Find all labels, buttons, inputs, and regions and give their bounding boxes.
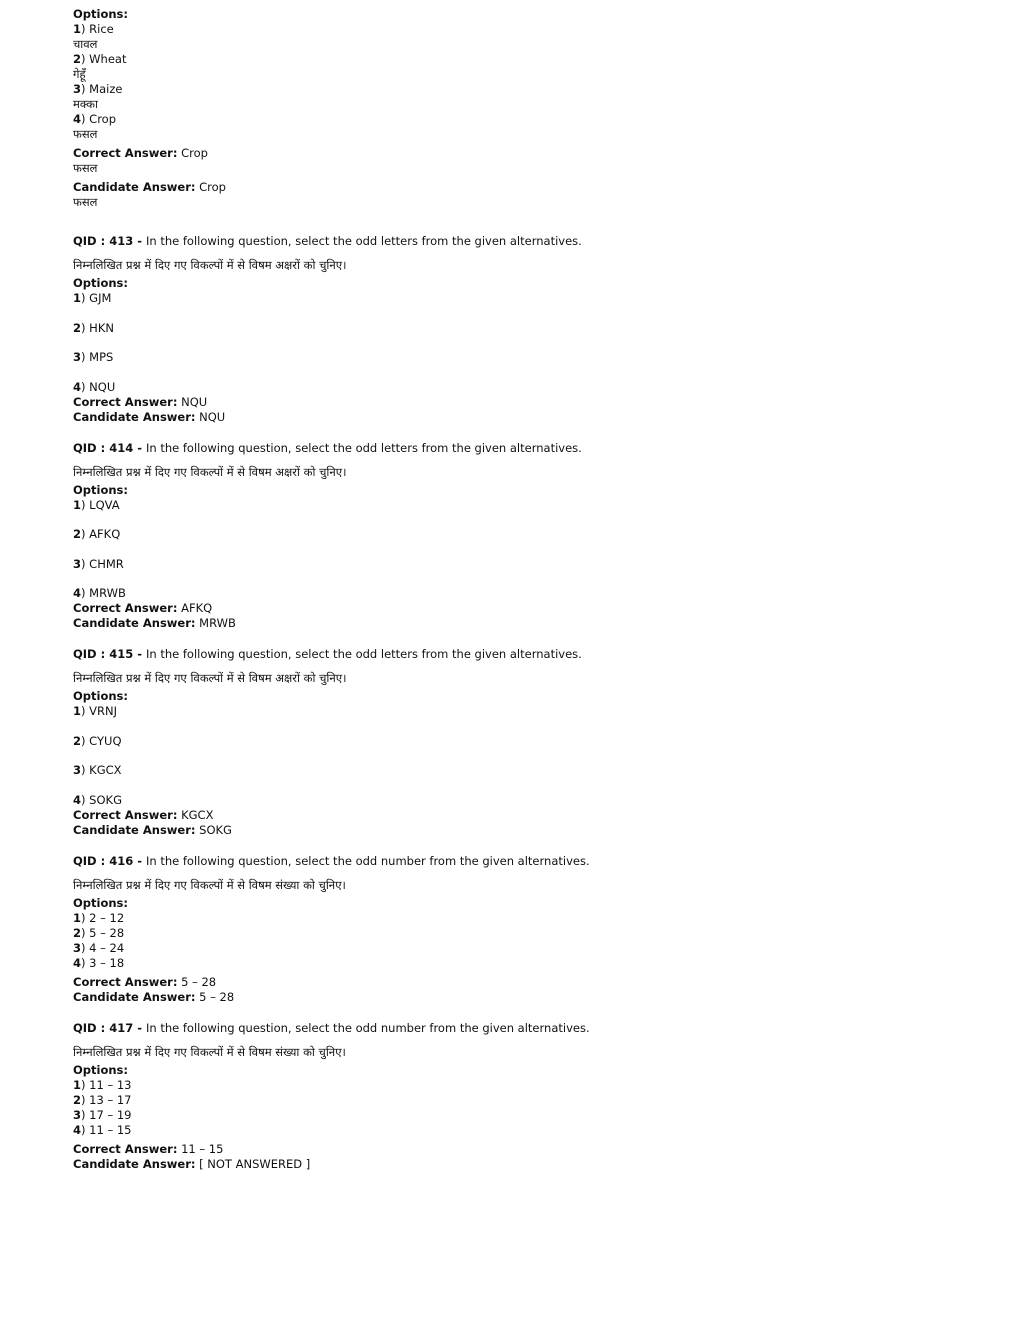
option-4: 4) 3 – 18 (73, 955, 125, 970)
option-2: 2) AFKQ (73, 527, 121, 541)
candidate-answer: Candidate Answer: Crop (73, 180, 226, 194)
candidate-answer-hindi: फसल (73, 195, 98, 209)
option-1: 1) Rice (73, 22, 114, 36)
correct-answer: Correct Answer: KGCX (73, 807, 214, 822)
option-1: 1) 2 – 12 (73, 910, 125, 925)
option-3-hindi: मक्का (73, 97, 98, 111)
option-3: 3) CHMR (73, 556, 124, 571)
question-header: QID : 415 - In the following question, select the odd letters from the given alternatives. (73, 647, 582, 661)
question-block-416 (73, 854, 1020, 1005)
option-4: 4) Crop (73, 112, 117, 126)
option-1: 1) 11 – 13 (73, 1077, 132, 1092)
option-2: 2) 5 – 28 (73, 925, 125, 940)
correct-answer: Correct Answer: NQU (73, 394, 208, 409)
question-block-417 (73, 1021, 1020, 1172)
options-label: Options: (73, 1062, 128, 1077)
option-4-hindi: फसल (73, 127, 98, 141)
question-hindi: निम्नलिखित प्रश्न में दिए गए विकल्पों में से विषम अक्षरों को चुनिए। (73, 464, 347, 479)
question-header: QID : 413 - In the following question, select the odd letters from the given alternatives. (73, 234, 582, 248)
options-label: Options: (73, 689, 128, 703)
question-block-415 (73, 647, 1020, 838)
options-label: Options: (73, 276, 128, 290)
candidate-answer: Candidate Answer: MRWB (73, 616, 236, 630)
option-3: 3) 17 – 19 (73, 1107, 132, 1122)
question-block-413 (73, 234, 1020, 425)
question-header: QID : 414 - In the following question, select the odd letters from the given alternatives. (73, 440, 582, 455)
option-1: 1) LQVA (73, 497, 120, 512)
option-1-hindi: चावल (73, 37, 98, 51)
options-label: Options: (73, 895, 128, 910)
question-block-top (73, 7, 1020, 210)
options-label: Options: (73, 482, 128, 497)
correct-answer: Correct Answer: Crop (73, 146, 208, 160)
question-hindi: निम्नलिखित प्रश्न में दिए गए विकल्पों में से विषम संख्या को चुनिए। (73, 1044, 346, 1059)
candidate-answer: Candidate Answer: 5 – 28 (73, 989, 235, 1004)
candidate-answer: Candidate Answer: SOKG (73, 822, 232, 837)
question-header: QID : 416 - In the following question, select the odd number from the given alternatives. (73, 853, 590, 868)
option-4: 4) SOKG (73, 792, 122, 807)
question-hindi: निम्नलिखित प्रश्न में दिए गए विकल्पों में से विषम संख्या को चुनिए। (73, 877, 346, 892)
correct-answer: Correct Answer: 11 – 15 (73, 1141, 224, 1156)
question-hindi: निम्नलिखित प्रश्न में दिए गए विकल्पों में से विषम अक्षरों को चुनिए। (73, 671, 347, 685)
option-4: 4) MRWB (73, 586, 126, 600)
question-header: QID : 417 - In the following question, select the odd number from the given alternatives. (73, 1020, 590, 1035)
option-3: 3) MPS (73, 350, 114, 364)
option-1: 1) VRNJ (73, 704, 118, 718)
option-2: 2) 13 – 17 (73, 1092, 132, 1107)
candidate-answer: Candidate Answer: [ NOT ANSWERED ] (73, 1156, 311, 1171)
option-2: 2) CYUQ (73, 733, 122, 748)
option-2-hindi: गेहूँ (73, 67, 86, 81)
option-1: 1) GJM (73, 291, 112, 305)
option-2: 2) HKN (73, 320, 114, 335)
option-4: 4) 11 – 15 (73, 1122, 132, 1137)
question-block-414 (73, 441, 1020, 632)
option-3: 3) KGCX (73, 763, 122, 777)
option-3: 3) 4 – 24 (73, 940, 125, 955)
option-4: 4) NQU (73, 379, 116, 394)
question-hindi: निम्नलिखित प्रश्न में दिए गए विकल्पों में से विषम अक्षरों को चुनिए। (73, 258, 347, 272)
correct-answer: Correct Answer: AFKQ (73, 601, 213, 615)
correct-answer: Correct Answer: 5 – 28 (73, 974, 217, 989)
options-label: Options: (73, 7, 128, 21)
option-2: 2) Wheat (73, 52, 127, 66)
option-3: 3) Maize (73, 82, 123, 96)
correct-answer-hindi: फसल (73, 161, 98, 175)
candidate-answer: Candidate Answer: NQU (73, 409, 226, 424)
